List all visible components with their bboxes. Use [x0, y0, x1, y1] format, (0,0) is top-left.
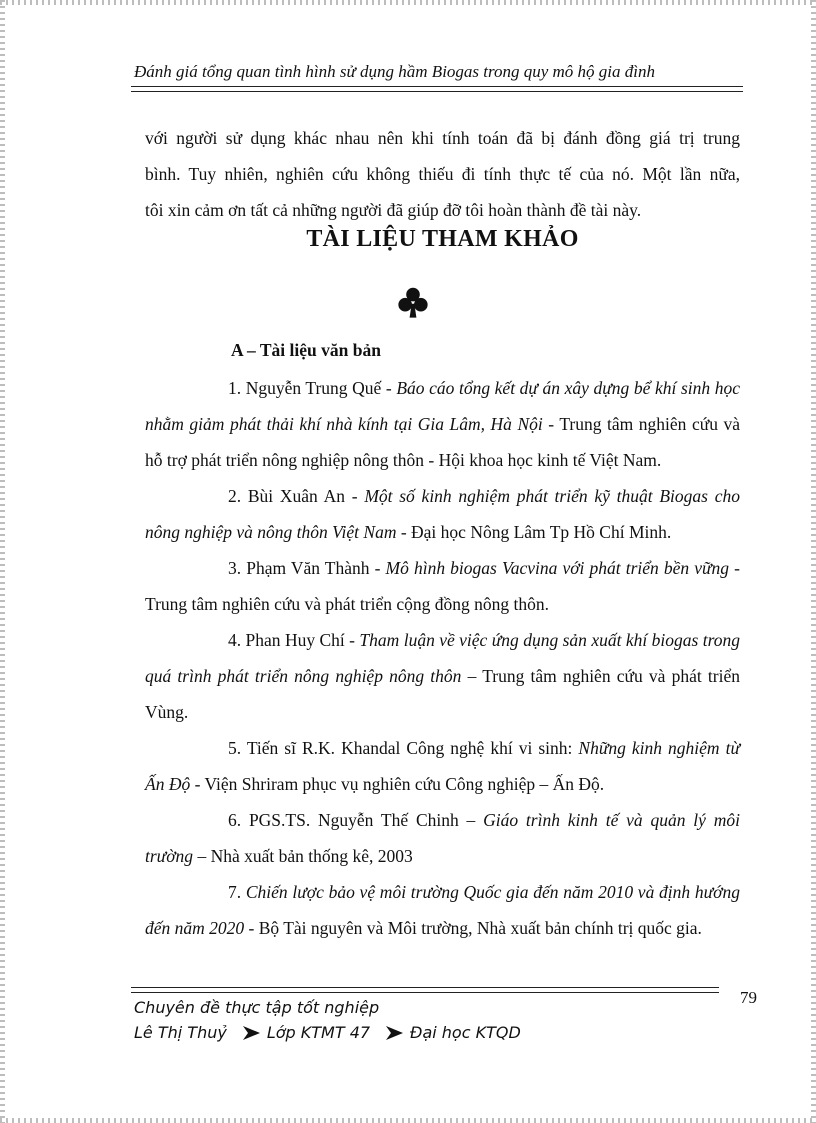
- reference-publisher: - Trung tâm nghiên cứu và phát triển cộng đồng nông thôn.: [145, 558, 740, 614]
- page-border-top: [0, 0, 816, 5]
- arrow-right-icon: [241, 1025, 261, 1041]
- club-suit-icon: [396, 285, 430, 319]
- reference-publisher: - Viện Shriram phục vụ nghiên cứu Công nghiệp – Ấn Độ.: [190, 774, 605, 794]
- reference-item-4: [145, 622, 740, 730]
- intro-line-2: bình. Tuy nhiên, nghiên cứu không thiếu đi tính thực tế của nó. Một lần nữa,: [145, 164, 740, 184]
- subsection-label: A – Tài liệu văn bản: [231, 340, 381, 360]
- section-title: TÀI LIỆU THAM KHẢO: [306, 226, 579, 252]
- footer-author: Lê Thị Thuỷ: [134, 1023, 227, 1042]
- reference-author: 4. Phan Huy Chí -: [228, 630, 360, 650]
- reference-title: Những kinh nghiệm từ Ấn Độ: [145, 738, 740, 794]
- reference-item-7: [145, 874, 740, 946]
- footer-document-type: Chuyên đề thực tập tốt nghiệp: [134, 998, 380, 1017]
- arrow-right-icon: [384, 1025, 404, 1041]
- page-number: 79: [740, 988, 757, 1007]
- reference-author: 2. Bùi Xuân An -: [228, 486, 365, 506]
- reference-list: [145, 370, 740, 946]
- reference-item-2: [145, 478, 740, 550]
- reference-title: Một số kinh nghiệm phát triển kỹ thuật Biogas cho nông nghiệp và nông thôn Việt Nam: [145, 486, 740, 542]
- footer-class: Lớp KTMT 47: [266, 1023, 371, 1042]
- footer-rule: [131, 987, 719, 993]
- footer-school: Đại học KTQD: [410, 1023, 521, 1042]
- reference-title: Báo cáo tổng kết dự án xây dựng bể khí sinh học nhằm giảm phát thải khí nhà kính tại Gia Lâm, Hà Nội: [145, 378, 740, 434]
- reference-publisher: - Đại học Nông Lâm Tp Hồ Chí Minh.: [396, 522, 672, 542]
- reference-publisher: - Bộ Tài nguyên và Môi trường, Nhà xuất bản chính trị quốc gia.: [244, 918, 702, 938]
- reference-title: Mô hình biogas Vacvina với phát triển bền vững: [385, 558, 730, 578]
- reference-item-6: [145, 802, 740, 874]
- reference-item-3: [145, 550, 740, 622]
- intro-line-1: với người sử dụng khác nhau nên khi tính toán đã bị đánh đồng giá trị trung: [145, 128, 740, 148]
- header-rule: [131, 86, 743, 92]
- reference-publisher: - Trung tâm nghiên cứu và hỗ trợ phát triển nông nghiệp nông thôn - Hội khoa học kinh tế Việt Nam.: [145, 414, 741, 470]
- footer-author-line: [134, 1023, 521, 1042]
- page-border-bottom: [0, 1118, 816, 1123]
- reference-author: 1. Nguyễn Trung Quế -: [228, 378, 397, 398]
- page-border-left: [0, 0, 5, 1123]
- reference-author: 3. Phạm Văn Thành -: [228, 558, 386, 578]
- intro-paragraph: [145, 120, 740, 228]
- reference-item-5: [145, 730, 740, 802]
- reference-publisher: – Trung tâm nghiên cứu và phát triển Vùng.: [145, 666, 740, 722]
- reference-author: 5. Tiến sĩ R.K. Khandal Công nghệ khí vi sinh:: [228, 738, 579, 758]
- intro-line-3: tôi xin cảm ơn tất cả những người đã giúp đỡ tôi hoàn thành đề tài này.: [145, 200, 642, 220]
- reference-title: Tham luận về việc ứng dụng sản xuất khí biogas trong quá trình phát triển nông nghiệp nông thôn: [145, 630, 740, 686]
- page-border-right: [811, 0, 816, 1123]
- running-header: Đánh giá tổng quan tình hình sử dụng hầm Biogas trong quy mô hộ gia đình: [134, 62, 656, 81]
- reference-author: 6. PGS.TS. Nguyễn Thế Chinh –: [228, 810, 484, 830]
- reference-title: Chiến lược bảo vệ môi trường Quốc gia đến năm 2010 và định hướng đến năm 2020: [145, 882, 741, 938]
- reference-author: 7.: [228, 882, 246, 902]
- reference-item-1: [145, 370, 740, 478]
- reference-publisher: – Nhà xuất bản thống kê, 2003: [193, 846, 413, 866]
- reference-title: Giáo trình kinh tế và quản lý môi trường: [145, 810, 740, 866]
